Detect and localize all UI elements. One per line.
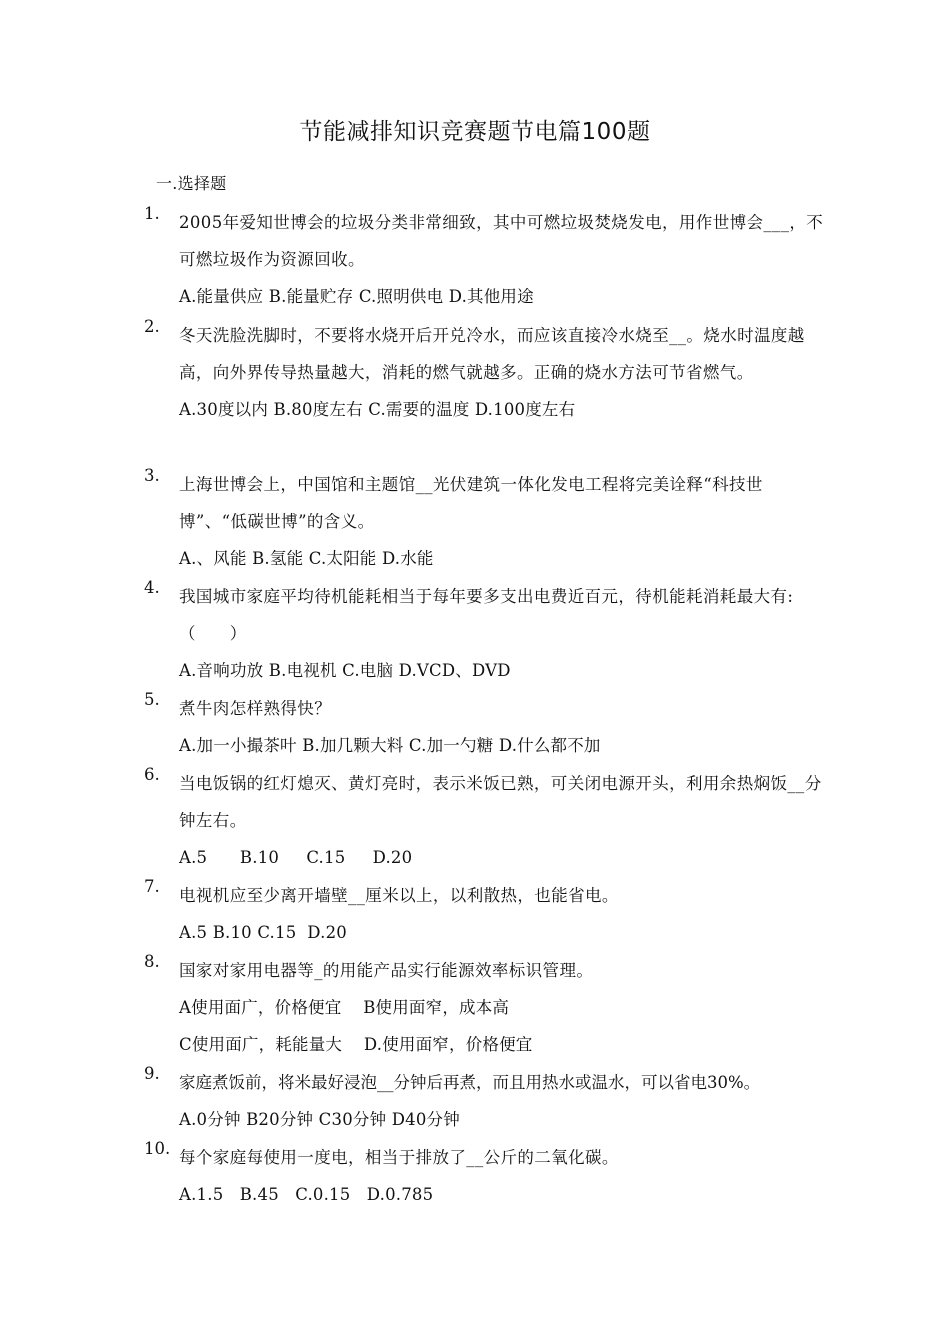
question-item bbox=[144, 952, 824, 1063]
question-options: A.5 B.10 C.15 D.20 bbox=[179, 848, 413, 867]
question-number: 3. bbox=[144, 466, 160, 485]
question-options: A.、风能 B.氢能 C.太阳能 D.水能 bbox=[179, 549, 434, 568]
question-item bbox=[144, 466, 824, 577]
question-options: A.0分钟 B20分钟 C30分钟 D40分钟 bbox=[179, 1110, 460, 1129]
question-number: 10. bbox=[144, 1139, 171, 1158]
question-number: 1. bbox=[144, 204, 160, 223]
question-number: 4. bbox=[144, 578, 160, 597]
question-number: 8. bbox=[144, 952, 160, 971]
question-text: 2005年爱知世博会的垃圾分类非常细致，其中可燃垃圾焚烧发电，用作世博会___，不可燃垃圾作为资源回收。 bbox=[179, 213, 824, 269]
question-options: A.能量供应 B.能量贮存 C.照明供电 D.其他用途 bbox=[179, 287, 534, 306]
question-number: 7. bbox=[144, 877, 160, 896]
question-text: 家庭煮饭前，将米最好浸泡__分钟后再煮，而且用热水或温水，可以省电30%。 bbox=[179, 1073, 761, 1092]
section-heading: 一.选择题 bbox=[156, 174, 227, 193]
question-item bbox=[144, 877, 824, 951]
question-options: A使用面广，价格便宜 B使用面窄，成本高 bbox=[179, 998, 510, 1017]
question-text: 国家对家用电器等_的用能产品实行能源效率标识管理。 bbox=[179, 961, 594, 980]
question-text: 当电饭锅的红灯熄灭、黄灯亮时，表示米饭已熟，可关闭电源开头，利用余热焖饭__分钟左右。 bbox=[179, 774, 822, 830]
question-options: A.30度以内 B.80度左右 C.需要的温度 D.100度左右 bbox=[179, 400, 576, 419]
question-item bbox=[144, 1139, 824, 1213]
question-text: 冬天洗脸洗脚时，不要将水烧开后开兑冷水，而应该直接冷水烧至__。烧水时温度越高，向外界传导热量越大，消耗的燃气就越多。正确的烧水方法可节省燃气。 bbox=[179, 326, 805, 382]
question-text: 电视机应至少离开墙壁__厘米以上，以利散热，也能省电。 bbox=[179, 886, 619, 905]
question-text: 上海世博会上，中国馆和主题馆__光伏建筑一体化发电工程将完美诠释“科技世博”、“低碳世博”的含义。 bbox=[179, 475, 763, 531]
question-options: C使用面广，耗能量大 D.使用面窄，价格便宜 bbox=[179, 1035, 533, 1054]
question-item bbox=[144, 1064, 824, 1138]
question-options: A.1.5 B.45 C.0.15 D.0.785 bbox=[179, 1185, 434, 1204]
question-text: 每个家庭每使用一度电，相当于排放了__公斤的二氧化碳。 bbox=[179, 1148, 619, 1167]
question-number: 6. bbox=[144, 765, 160, 784]
question-options: A.音响功放 B.电视机 C.电脑 D.VCD、DVD bbox=[179, 661, 511, 680]
question-item bbox=[144, 204, 824, 315]
question-item bbox=[144, 765, 824, 876]
question-item bbox=[144, 578, 824, 689]
question-number: 9. bbox=[144, 1064, 160, 1083]
question-options: A.5 B.10 C.15 D.20 bbox=[179, 923, 347, 942]
question-number: 2. bbox=[144, 317, 160, 336]
question-item bbox=[144, 317, 824, 428]
question-number: 5. bbox=[144, 690, 160, 709]
document-title: 节能减排知识竞赛题节电篇100题 bbox=[299, 119, 651, 145]
question-item bbox=[144, 690, 824, 764]
question-text: 煮牛肉怎样熟得快？ bbox=[179, 699, 332, 718]
question-text: 我国城市家庭平均待机能耗相当于每年要多支出电费近百元，待机能耗消耗最大有:（ ） bbox=[179, 587, 794, 643]
question-options: A.加一小撮茶叶 B.加几颗大料 C.加一勺糖 D.什么都不加 bbox=[179, 736, 601, 755]
